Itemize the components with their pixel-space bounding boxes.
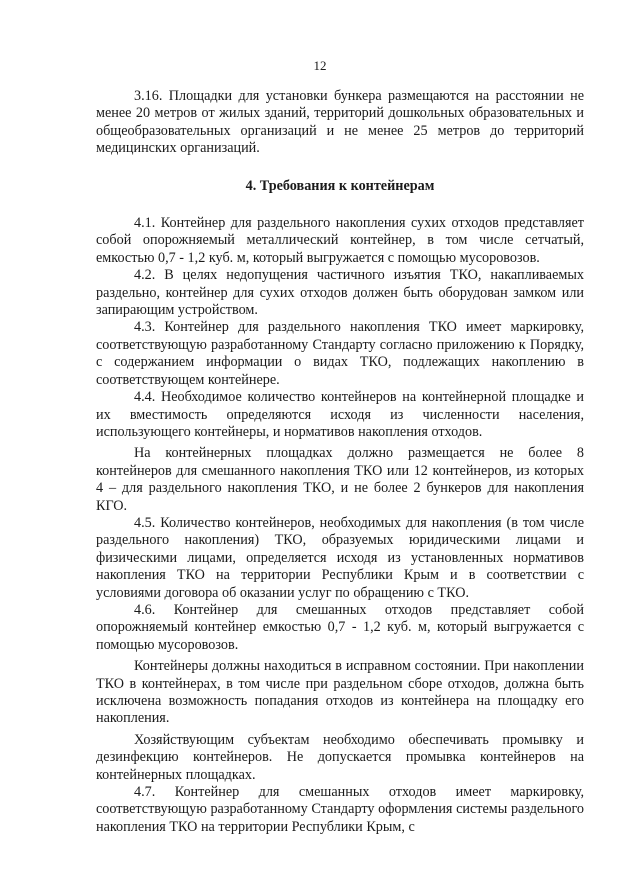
paragraph-4-4-cont: На контейнерных площадках должно размещается не более 8 контейнеров для смешанного накопления ТКО или 12 контейнеров, из которых 4 – для раздельного накопления ТКО, и не более 2 бункеров для накопления КГО. — [96, 445, 584, 514]
paragraph-4-4: 4.4. Необходимое количество контейнеров на контейнерной площадке и их вместимость определяются исходя из численности населения, использующего контейнеры, и нормативов накопления отходов. — [96, 389, 584, 440]
paragraph-4-5: 4.5. Количество контейнеров, необходимых для накопления (в том числе раздельного накопления) ТКО, образуемых юридическими лицами и физическими лицами, определяется исходя из установленных нормативов накопления ТКО на территории Республики Крым и в соответствии с условиями договора об оказании услуг по обращению с ТКО. — [96, 514, 584, 601]
document-body — [96, 88, 584, 836]
section-title: 4. Требования к контейнерам — [245, 177, 435, 194]
paragraph-4-7: 4.7. Контейнер для смешанных отходов имеет маркировку, соответствующую разработанному Стандарту оформления системы раздельного накопления ТКО на территории Республики Крым, с — [96, 784, 584, 835]
paragraph-3-16: 3.16. Площадки для установки бункера размещаются на расстоянии не менее 20 метров от жилых зданий, территорий дошкольных образовательных и общеобразовательных организаций и не менее 25 метров до территорий медицинских организаций. — [96, 88, 584, 157]
paragraph-4-6-cleaning: Хозяйствующим субъектам необходимо обеспечивать промывку и дезинфекцию контейнеров. Не допускается промывка контейнеров на контейнерных площадках. — [96, 731, 584, 783]
paragraph-4-2: 4.2. В целях недопущения частичного изъятия ТКО, накапливаемых раздельно, контейнер для сухих отходов должен быть оборудован замком или запирающим устройством. — [96, 267, 584, 319]
paragraph-4-3: 4.3. Контейнер для раздельного накопления ТКО имеет маркировку, соответствующую разработанному Стандарту согласно приложению к Порядку, с содержанием информации о видах ТКО, подлежащих накоплению в соответствующем контейнере. — [96, 319, 584, 388]
paragraph-4-6-condition: Контейнеры должны находиться в исправном состоянии. При накоплении ТКО в контейнерах, в том числе при раздельном сборе отходов, должна быть исключена возможность попадания отходов из контейнера на площадку его накопления. — [96, 658, 584, 727]
paragraph-4-6: 4.6. Контейнер для смешанных отходов представляет собой опорожняемый контейнер емкостью 0,7 - 1,2 куб. м, который выгружается с помощью мусоровозов. — [96, 601, 584, 653]
paragraph-4-1: 4.1. Контейнер для раздельного накопления сухих отходов представляет собой опорожняемый металлический контейнер, в том числе сетчатый, емкостью 0,7 - 1,2 куб. м, который выгружается с помощью мусоровозов. — [96, 215, 584, 266]
page-number: 12 — [313, 58, 327, 73]
